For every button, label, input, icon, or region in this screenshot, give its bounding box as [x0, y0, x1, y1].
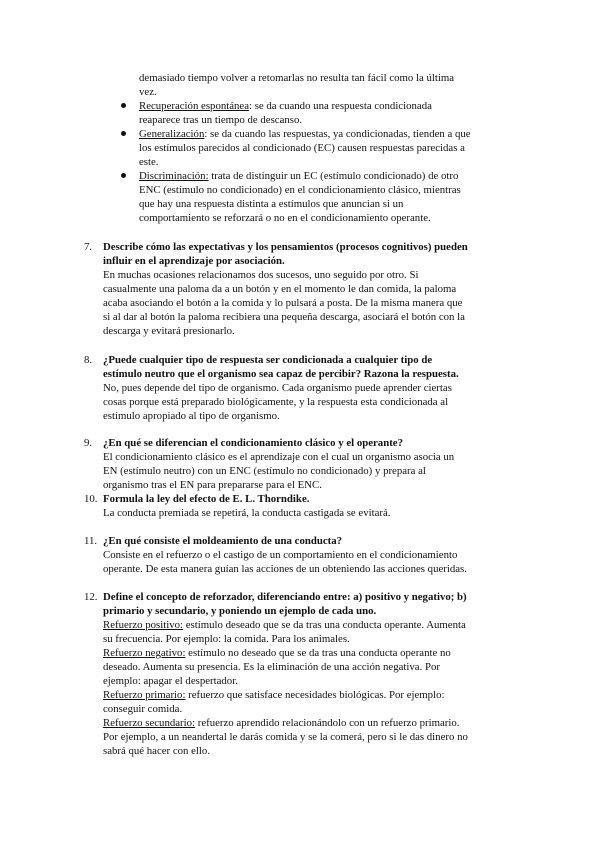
reinforcer-term: Refuerzo secundario: — [103, 717, 196, 729]
bullet-first-line — [139, 169, 458, 183]
continuation-line: demasiado tiempo volver a retomarlas no resulta tan fácil como la última — [139, 72, 455, 84]
reinforcer-first-line — [103, 618, 466, 632]
reinforcer-first-line — [103, 688, 444, 702]
answer-line: si al dar al botón la paloma recibiera una pequeña descarga, asociará el botón con la — [103, 311, 465, 323]
question-text: ¿En qué se diferencian el condicionamiento clásico y el operante? — [103, 437, 403, 449]
bullet-icon — [121, 131, 126, 136]
bullet-term: Generalización — [139, 128, 205, 140]
answer-line: su frecuencia. Por ejemplo: la comida. Para los animales. — [103, 633, 350, 645]
bullet-line: reaparece tras un tiempo de descanso. — [139, 114, 303, 126]
bullet-text: : se da cuando una respuesta condicionada — [249, 100, 432, 112]
reinforcer-term: Refuerzo negativo: — [103, 647, 186, 659]
bullet-line: ENC (estímulo no condicionado) en el condicionamiento clásico, mientras — [139, 184, 461, 196]
bullet-first-line — [139, 99, 432, 113]
answer-line: No, pues depende del tipo de organismo. Cada organismo puede aprender ciertas — [103, 382, 452, 394]
reinforcer-term: Refuerzo primario: — [103, 689, 186, 701]
question-number: 11. — [84, 535, 98, 547]
answer-line: cosas porque está preparado biológicamente, y la respuesta esta condicionada al — [103, 396, 449, 408]
answer-line: operante. De esta manera guían las acciones de un obteniendo las acciones queridas. — [103, 563, 467, 575]
bullet-line: este. — [139, 156, 159, 168]
question-text: influir en el aprendizaje por asociación. — [103, 255, 285, 267]
bullet-first-line — [139, 127, 471, 141]
question-text: ¿En qué consiste el moldeamiento de una conducta? — [103, 535, 343, 547]
answer-line: Consiste en el refuerzo o el castigo de un comportamiento en el condicionamiento — [103, 549, 458, 561]
question-number: 9. — [84, 437, 93, 449]
question-text: Define el concepto de reforzador, diferenciando entre: a) positivo y negativo; b) — [103, 591, 467, 603]
answer-line: Por ejemplo, a un neandertal le darás comida y se la comerá, pero si le das dinero no — [103, 731, 468, 743]
answer-line: La conducta premiada se repetirá, la conducta castigada se evitará. — [103, 507, 391, 519]
bullet-icon — [121, 173, 126, 178]
question-text: ¿Puede cualquier tipo de respuesta ser condicionada a cualquier tipo de — [103, 354, 433, 366]
bullet-text: : se da cuando las respuestas, ya condicionadas, tienden a que — [204, 128, 471, 140]
reinforcer-term: Refuerzo positivo: — [103, 619, 184, 631]
bullet-icon — [121, 103, 126, 108]
bullet-term: Recuperación espontánea — [139, 100, 250, 112]
reinforcer-text: estímulo deseado que se da tras una conducta operante. Aumenta — [183, 619, 466, 631]
answer-line: acaba asociando el botón a la comida y lo pulsará a posta. De la misma manera que — [103, 297, 463, 309]
question-number: 7. — [84, 241, 93, 253]
answer-line: estímulo apropiado al tipo de organismo. — [103, 410, 280, 422]
answer-line: casualmente una paloma da a un botón y en el momento le dan comida, la paloma — [103, 283, 457, 295]
reinforcer-first-line — [103, 646, 451, 660]
answer-line: descarga y evitará presionarlo. — [103, 325, 235, 337]
question-number: 8. — [84, 354, 93, 366]
bullet-line: comportamiento se reforzará o no en el condicionamiento operante. — [139, 212, 431, 224]
answer-line: sabrá qué hacer con ello. — [103, 745, 211, 757]
question-text: Describe cómo las expectativas y los pensamientos (procesos cognitivos) pueden — [103, 241, 468, 253]
reinforcer-text: estímulo no deseado que se da tras una conducta operante no — [185, 647, 451, 659]
answer-line: EN (estímulo neutro) con un ENC (estímulo no condicionado) y prepara al — [103, 465, 426, 477]
question-text: primario y secundario, y poniendo un ejemplo de cada uno. — [103, 605, 377, 617]
answer-line: deseado. Aumenta su presencia. Es la eliminación de una acción negativa. Por — [103, 661, 440, 673]
bullet-term: Discriminación: — [139, 170, 209, 182]
answer-line: organismo tras el EN para prepararse para el ENC. — [103, 479, 322, 491]
reinforcer-first-line — [103, 716, 459, 730]
question-number: 10. — [84, 493, 98, 505]
answer-line: conseguir comida. — [103, 703, 183, 715]
answer-line: El condicionamiento clásico es el aprendizaje con el cual un organismo asocia un — [103, 451, 455, 463]
question-text: Formula la ley del efecto de E. L. Thorndike. — [103, 493, 310, 505]
reinforcer-text: refuerzo que satisface necesidades biológicas. Por ejemplo: — [185, 689, 445, 701]
bullet-line: los estímulos parecidos al condicionado (EC) causen respuestas parecidas a — [139, 142, 465, 154]
bullet-line: que hay una respuesta distinta a estímulos que anuncian si un — [139, 198, 404, 210]
reinforcer-text: refuerzo aprendido relacionándolo con un refuerzo primario. — [195, 717, 460, 729]
question-number: 12. — [84, 591, 98, 603]
answer-line: ejemplo: apagar el despertador. — [103, 675, 238, 687]
continuation-line: vez. — [139, 86, 157, 98]
bullet-text: trata de distinguir un EC (estímulo condicionado) de otro — [208, 170, 459, 182]
answer-line: En muchas ocasiones relacionamos dos sucesos, uno seguido por otro. Si — [103, 269, 419, 281]
question-text: estímulo neutro que el organismo sea capaz de percibir? Razona la respuesta. — [103, 368, 459, 380]
